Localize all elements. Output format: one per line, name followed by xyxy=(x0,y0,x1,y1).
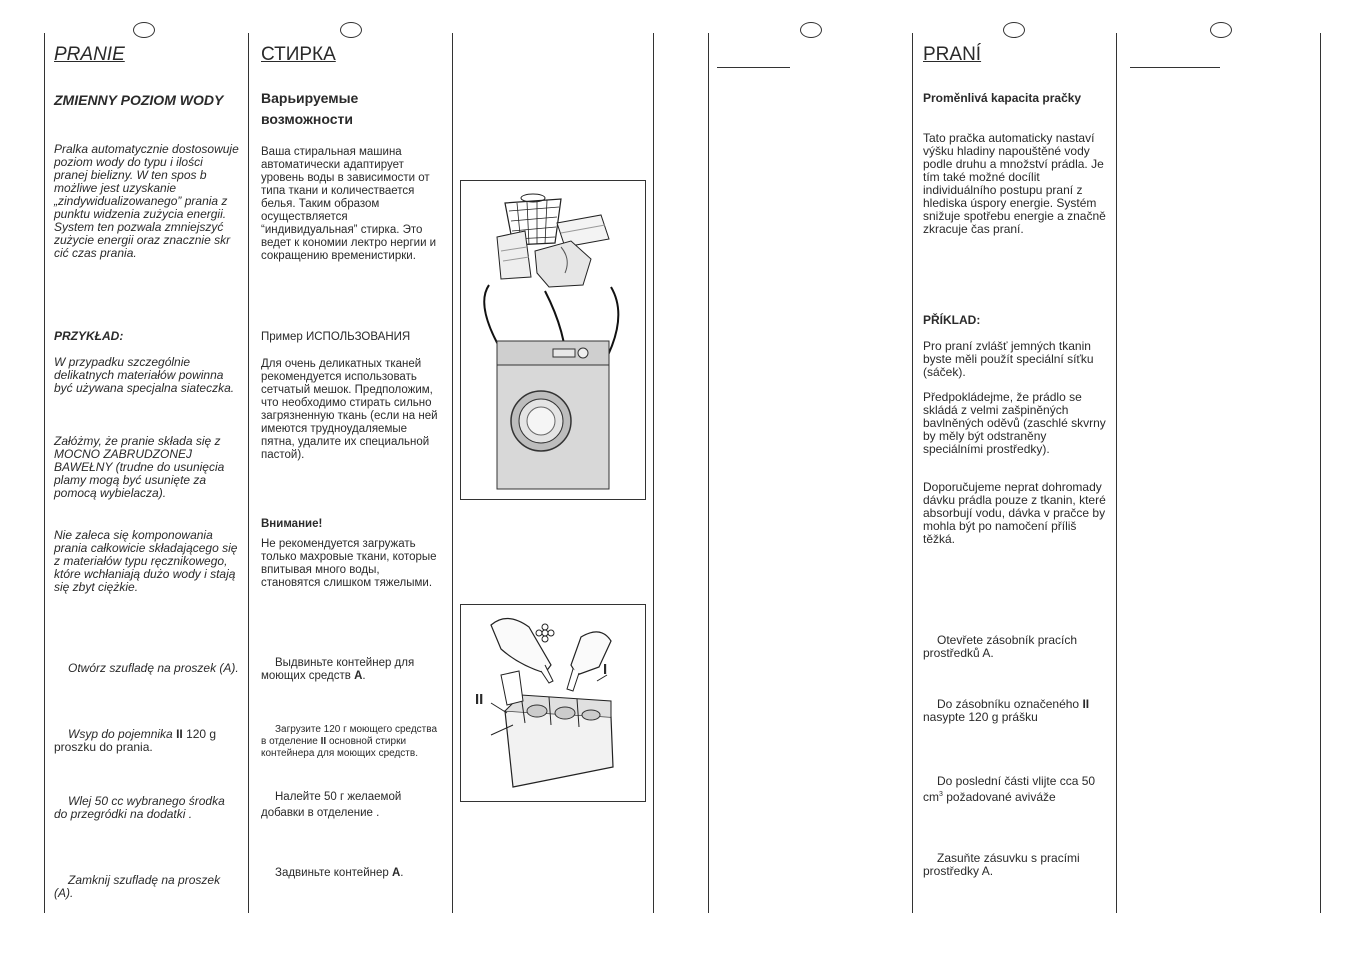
figure-washing-machine xyxy=(460,180,646,500)
language-oval xyxy=(133,22,155,38)
language-oval xyxy=(340,22,362,38)
language-oval xyxy=(1003,22,1025,38)
blank-title-line xyxy=(1130,67,1220,68)
figure-detergent-drawer xyxy=(460,604,646,802)
intro-paragraph: Tato pračka automaticky nastaví výšku hladiny napouštěné vody podle druhu a množství prádla. Je tím také možné docílit individuálního postupu praní z hlediska úspory energie. Systém snižuje spotřebu energie a značně zkracuje čas praní. xyxy=(923,131,1106,236)
section-subtitle: ZMIENNY POZIOM WODY xyxy=(54,92,224,108)
column-divider xyxy=(653,33,654,913)
attention-heading: Внимание! xyxy=(261,518,323,530)
page-title: PRANIE xyxy=(54,44,125,65)
step-3: Wlej 50 cc wybranego środka do przegródki na dodatki . xyxy=(54,794,225,821)
blank-title-line xyxy=(717,67,790,68)
column-divider xyxy=(912,33,913,913)
intro-paragraph: Pralka automatycznie dostosowuje poziom wody do typu i ilości pranej bielizny. W ten spos b możliwe jest uzyskanie „zindywidualizowanego” prania z punktu widzenia zużycia energii. System ten pozwala zmniejszyć zużycie energii oraz znacznie skr cić czas prania. xyxy=(54,142,239,260)
language-oval xyxy=(800,22,822,38)
step-2: Загрузите 120 г моющего средства в отделение II основной стирки контейнера для моющих средств. xyxy=(261,724,438,759)
column-divider xyxy=(248,33,249,913)
example-heading: Пример ИСПОЛЬЗОВАНИЯ xyxy=(261,331,411,343)
compartment-label-II: II xyxy=(475,691,484,708)
section-subtitle: Варьируемые возможности xyxy=(261,90,359,127)
russian-column xyxy=(261,44,441,908)
column-divider xyxy=(708,33,709,913)
polish-column xyxy=(54,44,239,908)
step-4: Zamknij szufladę na proszek (A). xyxy=(54,873,221,900)
paragraph: W przypadku szczególnie delikatnych materiałów powinna być używana specjalna siateczka. xyxy=(54,355,235,395)
paragraph: Załóżmy, że pranie składa się z MOCNO ZABRUDZONEJ BAWEŁNY (trudne do usunięcia plamy mogą być usunięte za pomocą wybielacza). xyxy=(54,434,225,500)
example-heading: PŘÍKLAD: xyxy=(923,313,981,327)
page-title: PRANÍ xyxy=(923,44,982,65)
step-3: Налейте 50 г желаемой добавки в отделение . xyxy=(261,791,402,819)
detergent-drawer-illustration xyxy=(461,605,645,801)
step-4: Задвиньте контейнер А. xyxy=(275,867,404,879)
column-divider xyxy=(452,33,453,913)
step-3: Do poslední části vlijte cca 50 $cm^3$ požadované aviváže xyxy=(923,774,1096,804)
step-2: Wsyp do pojemnika II 120 g proszku do prania. xyxy=(54,727,217,754)
column-divider xyxy=(1116,33,1117,913)
czech-column xyxy=(923,44,1109,908)
column-divider xyxy=(44,33,45,913)
step-2: Do zásobníku označeného II nasypte 120 g prášku xyxy=(923,697,1090,724)
compartment-label-I: I xyxy=(603,661,608,678)
paragraph: Doporučujeme neprat dohromady dávku prádla pouze z tkanin, které absorbují vodu, dávka v pračce by mohla být po namočení příliš těžká. xyxy=(923,480,1106,546)
language-oval xyxy=(1210,22,1232,38)
page-title: СТИРКА xyxy=(261,44,336,65)
column-divider xyxy=(1320,33,1321,913)
step-1: Otwórz szufladę na proszek (A). xyxy=(68,661,239,675)
paragraph: Для очень деликатных тканей рекомендуется использовать сетчатый мешок. Предположим, что необходимо стирать сильно загрязненную ткань (если на ней имеются трудноудаляемые пятна, удалите их специальной пастой). xyxy=(261,358,438,461)
washing-machine-illustration xyxy=(461,181,645,499)
example-heading: PRZYKŁAD: xyxy=(54,329,124,343)
paragraph: Nie zaleca się komponowania prania całkowicie składającego się z materiałów typu ręcznikowego, które wchłaniają dużo wody i stają się zbyt ciężkie. xyxy=(54,528,238,594)
intro-paragraph: Ваша стиральная машина автоматически адаптирует уровень воды в зависимости от типа ткани и количествается белья. Таким образом осуществляется “индивидуальная” стирка. Это ведет к кономии лектро нергии и сокращению временистирки. xyxy=(261,146,437,262)
step-4: Zasuňte zásuvku s pracími prostředky A. xyxy=(923,851,1080,878)
paragraph: Не рекомендуется загружать только махровые ткани, которые впитывая много воды, становятся слишком тяжелыми. xyxy=(261,538,437,589)
paragraph: Předpokládejme, že prádlo se skládá z velmi zašpiněných bavlněných oděvů (zaschlé skvrny by měly být odstraněny speciálními prostředky). xyxy=(923,390,1106,456)
step-1: Выдвиньте контейнер для моющих средств А. xyxy=(261,657,415,682)
section-subtitle: Proměnlivá kapacita pračky xyxy=(923,91,1082,105)
paragraph: Pro praní zvlášť jemných tkanin byste měli použít speciální síťku (sáček). xyxy=(923,339,1094,379)
step-1: Otevřete zásobník pracích prostředků A. xyxy=(923,633,1078,660)
